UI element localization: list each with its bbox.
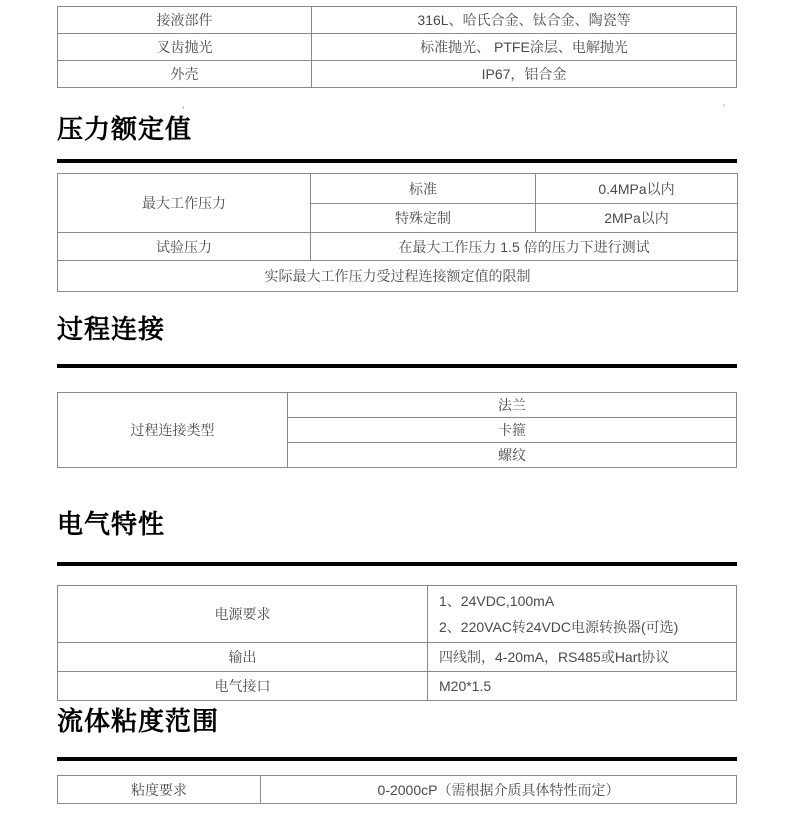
table-row: [58, 7, 737, 34]
process-section-heading: 过程连接: [57, 314, 166, 344]
power-value-line2: 2、220VAC转24VDC电源转换器(可选): [439, 619, 679, 635]
interface-label-cell: 电气接口: [58, 672, 428, 701]
table-row: [58, 34, 737, 61]
pressure-section-heading: 压力额定值: [57, 114, 193, 144]
connection-type-label-cell: 过程连接类型: [58, 393, 288, 468]
table-row: [58, 672, 737, 701]
spec-value-cell: IP67，铝合金: [312, 61, 737, 88]
section-divider-rule: [57, 562, 737, 566]
table-row: [58, 233, 738, 261]
electrical-section-heading: 电气特性: [57, 509, 166, 539]
table-row: [58, 643, 737, 672]
interface-value-cell: M20*1.5: [428, 672, 737, 701]
section-divider-rule: [57, 364, 737, 368]
standard-value-cell: 0.4MPa以内: [536, 174, 738, 204]
power-value-line1: 1、24VDC,100mA: [439, 593, 555, 609]
pressure-table: [57, 173, 738, 292]
custom-label-cell: 特殊定制: [311, 204, 536, 233]
stray-quote-mark: ’: [723, 103, 726, 115]
table-row: [58, 174, 738, 204]
spec-label-cell: 外壳: [58, 61, 312, 88]
viscosity-value-cell: 0-2000cP（需根据介质具体特性而定）: [261, 776, 737, 804]
viscosity-table: [57, 775, 737, 804]
power-value-cell: [428, 586, 737, 643]
spec-value-cell: 316L、哈氏合金、钛合金、陶瓷等: [312, 7, 737, 34]
section-divider-rule: [57, 757, 737, 761]
section-divider-rule: [57, 159, 737, 163]
test-pressure-value-cell: 在最大工作压力 1.5 倍的压力下进行测试: [311, 233, 738, 261]
stray-quote-mark: ’: [182, 105, 185, 117]
spec-value-cell: 标准抛光、 PTFE涂层、电解抛光: [312, 34, 737, 61]
table-row: [58, 393, 737, 418]
viscosity-label-cell: 粘度要求: [58, 776, 261, 804]
spec-label-cell: 接液部件: [58, 7, 312, 34]
power-label-cell: 电源要求: [58, 586, 428, 643]
output-value-cell: 四线制，4-20mA，RS485或Hart协议: [428, 643, 737, 672]
max-pressure-label-cell: 最大工作压力: [58, 174, 311, 233]
pressure-note-cell: 实际最大工作压力受过程连接额定值的限制: [58, 261, 738, 292]
viscosity-section-heading: 流体粘度范围: [57, 706, 220, 736]
table-row: [58, 586, 737, 643]
connection-type-cell: 法兰: [288, 393, 737, 418]
table-row: [58, 776, 737, 804]
custom-value-cell: 2MPa以内: [536, 204, 738, 233]
standard-label-cell: 标准: [311, 174, 536, 204]
connection-type-cell: 螺纹: [288, 443, 737, 468]
spec-label-cell: 叉齿抛光: [58, 34, 312, 61]
output-label-cell: 输出: [58, 643, 428, 672]
test-pressure-label-cell: 试验压力: [58, 233, 311, 261]
table-row: [58, 61, 737, 88]
connection-type-cell: 卡箍: [288, 418, 737, 443]
table-row: [58, 261, 738, 292]
materials-table: [57, 6, 737, 88]
electrical-table: [57, 585, 737, 701]
process-connection-table: [57, 392, 737, 468]
